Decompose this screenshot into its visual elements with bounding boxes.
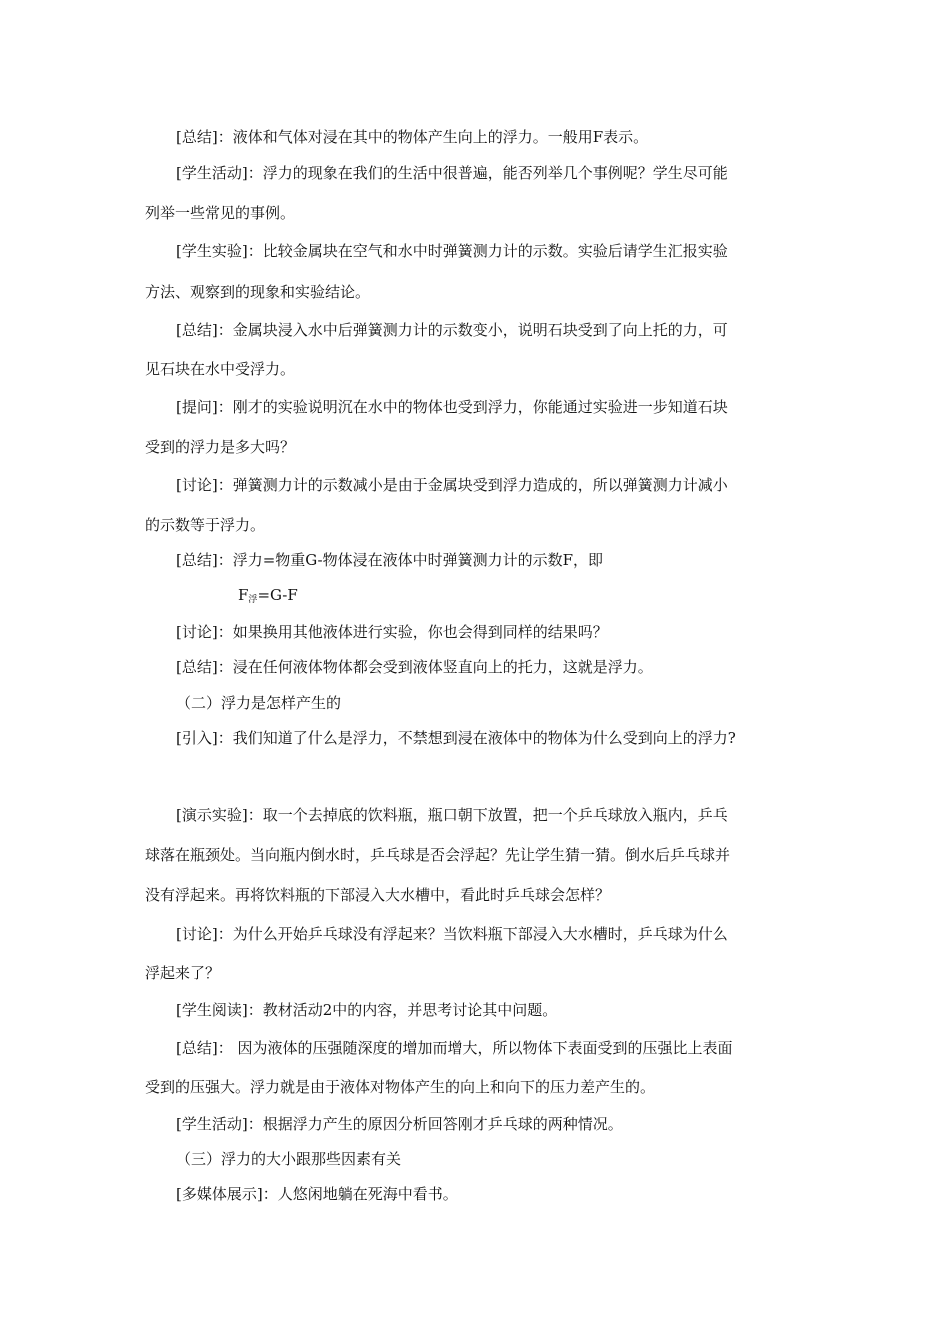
paragraph-line: [演示实验]：取一个去掉底的饮料瓶，瓶口朝下放置，把一个乒乓球放入瓶内，乒乓 — [176, 806, 728, 824]
paragraph-line: [讨论]：弹簧测力计的示数减小是由于金属块受到浮力造成的，所以弹簧测力计减小 — [176, 476, 728, 494]
paragraph-line: 浮起来了？ — [145, 964, 221, 982]
paragraph-line: 见石块在水中受浮力。 — [145, 360, 296, 378]
paragraph-line: 没有浮起来。再将饮料瓶的下部浸入大水槽中，看此时乒乓球会怎样？ — [145, 886, 611, 904]
section-heading: （三）浮力的大小跟那些因素有关 — [176, 1150, 402, 1168]
paragraph-line: [总结]：液体和气体对浸在其中的物体产生向上的浮力。一般用F表示。 — [176, 128, 649, 146]
paragraph-line: [讨论]：如果换用其他液体进行实验，你也会得到同样的结果吗？ — [176, 623, 608, 641]
section-heading: （二）浮力是怎样产生的 — [176, 694, 342, 712]
formula-subscript: 浮 — [248, 595, 258, 605]
paragraph-line: 列举一些常见的事例。 — [145, 204, 296, 222]
paragraph-line: [总结]：浮力=物重G-物体浸在液体中时弹簧测力计的示数F，即 — [176, 551, 604, 569]
paragraph-line: 球落在瓶颈处。当向瓶内倒水时，乒乓球是否会浮起？先让学生猜一猜。倒水后乒乓球并 — [145, 846, 731, 864]
paragraph-line: [总结]：浸在任何液体物体都会受到液体竖直向上的托力，这就是浮力。 — [176, 658, 653, 676]
paragraph-line: [提问]：刚才的实验说明沉在水中的物体也受到浮力，你能通过实验进一步知道石块 — [176, 398, 728, 416]
paragraph-line: 方法、观察到的现象和实验结论。 — [145, 283, 371, 301]
paragraph-line: [引入]：我们知道了什么是浮力，不禁想到浸在液体中的物体为什么受到向上的浮力? — [176, 729, 736, 747]
paragraph-line: 的示数等于浮力。 — [145, 516, 266, 534]
formula-rest: =G-F — [257, 586, 298, 604]
paragraph-line: 受到的压强大。浮力就是由于液体对物体产生的向上和向下的压力差产生的。 — [145, 1078, 656, 1096]
formula-main: F — [238, 586, 249, 604]
paragraph-line: [总结]： 因为液体的压强随深度的增加而增大，所以物体下表面受到的压强比上表面 — [176, 1039, 733, 1057]
paragraph-line: [多媒体展示]：人悠闲地躺在死海中看书。 — [176, 1185, 458, 1203]
buoyancy-formula — [238, 585, 298, 610]
paragraph-line: [学生活动]：根据浮力产生的原因分析回答刚才乒乓球的两种情况。 — [176, 1115, 623, 1133]
paragraph-line: [讨论]：为什么开始乒乓球没有浮起来？当饮料瓶下部浸入大水槽时，乒乓球为什么 — [176, 925, 728, 943]
paragraph-line: [学生实验]：比较金属块在空气和水中时弹簧测力计的示数。实验后请学生汇报实验 — [176, 242, 728, 260]
paragraph-line: [学生阅读]：教材活动2中的内容，并思考讨论其中问题。 — [176, 1001, 558, 1019]
paragraph-line: [总结]：金属块浸入水中后弹簧测力计的示数变小，说明石块受到了向上托的力，可 — [176, 321, 728, 339]
paragraph-line: [学生活动]：浮力的现象在我们的生活中很普遍，能否列举几个事例呢？学生尽可能 — [176, 164, 728, 182]
paragraph-line: 受到的浮力是多大吗？ — [145, 438, 296, 456]
